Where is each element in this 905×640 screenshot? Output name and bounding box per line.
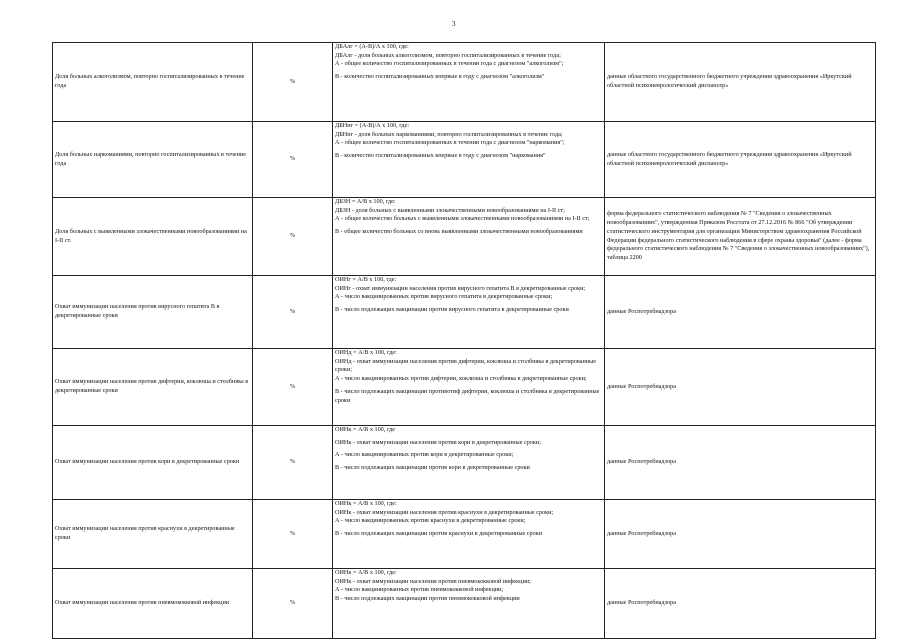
formula-line: ДБАлг = (А-В)/А х 100, где:	[335, 43, 409, 50]
indicator-unit: %	[253, 349, 333, 426]
indicator-unit: %	[253, 198, 333, 276]
formula-line: ДБЗН - доля больных с выявленными злокачественными новообразованиями на I-II ст;	[335, 206, 565, 214]
indicator-formula	[333, 122, 605, 198]
indicator-formula	[333, 569, 605, 639]
formula-line: В - число подлежащих вакцинации против кори в декретированные сроки	[335, 464, 530, 472]
formula-line: ОИНк = А/В х 100, где	[335, 426, 395, 433]
formula-line: ОИНк - охват иммунизации населения против кори в декретированные сроки;	[335, 438, 541, 446]
indicator-formula	[333, 500, 605, 569]
table-row	[53, 569, 876, 639]
indicator-source: данные областного государственного бюджетного учреждения здравоохранения «Иркутский областной психоневрологический диспансер»	[605, 122, 876, 198]
formula-line: А - число вакцинированных против кори в декретированные сроки;	[335, 451, 514, 459]
indicator-source: форма федерального статистического наблюдения № 7 "Сведения о злокачественных новообразованиях", утвержденная Приказом Росстата от 27.12.2016 № 866 "Об утверждении статистического инструментария для организации Министерством здравоохранения Российской Федерации федерального статистического наблюдения в сфере охраны здоровья" (далее - форма федерального статистического наблюдения № 7 "Сведения о злокачественных новообразованиях"), таблица 2200	[605, 198, 876, 276]
table-row	[53, 43, 876, 122]
indicator-name: Охват иммунизации населения против краснухи в декретированные сроки	[53, 500, 253, 569]
formula-line: ОИНг = А/В х 100, где:	[335, 276, 397, 283]
indicator-name: Охват иммунизации населения против пневмококковой инфекции	[53, 569, 253, 639]
table-row	[53, 122, 876, 198]
indicator-unit: %	[253, 500, 333, 569]
indicator-name: Доля больных с выявленными злокачественными новообразованиями на I-II ст.	[53, 198, 253, 276]
indicator-source: данные областного государственного бюджетного учреждения здравоохранения «Иркутский областной психоневрологический диспансер»	[605, 43, 876, 122]
formula-line: ОИНк - охват иммунизации населения против краснухи в декретированные сроки;	[335, 508, 554, 516]
indicator-name: Охват иммунизации населения против вирусного гепатита В в декретированные сроки	[53, 276, 253, 349]
indicator-unit: %	[253, 122, 333, 198]
formula-line: ОИНк = А/В х 100, где:	[335, 569, 397, 576]
formula-line: А - число вакцинированных против дифтерии, коклюша и столбняка в декретированные сроки;	[335, 375, 587, 383]
indicator-source: данные Роспотребнадзора	[605, 569, 876, 639]
formula-line: А - общее количество госпитализированных в течении года с диагнозом "наркомания";	[335, 139, 565, 147]
indicator-unit: %	[253, 43, 333, 122]
formula-line: ДБНнг - доля больных наркоманиями, повторно госпитализированных в течение года;	[335, 130, 563, 138]
indicator-source: данные Роспотребнадзора	[605, 349, 876, 426]
formula-line: А - общее количество госпитализированных в течении года с диагнозом "алкоголизм";	[335, 60, 564, 68]
formula-line: А - число вакцинированных против краснухи в декретированные сроки;	[335, 517, 526, 525]
formula-line: А - число вакцинированных против вирусного гепатита в декретированные сроки;	[335, 293, 553, 301]
formula-line: ДБАлг - доля больных алкоголизмом, повторно госпитализированных в течение года;	[335, 51, 561, 59]
indicator-formula	[333, 426, 605, 500]
formula-line: В - общее количество больных со вновь выявленными злокачественными новообразованиями	[335, 228, 583, 236]
table-row	[53, 426, 876, 500]
indicator-source: данные Роспотребнадзора	[605, 426, 876, 500]
indicator-unit: %	[253, 569, 333, 639]
formula-line: В - число подлежащих вакцинации против краснухи в декретированные сроки	[335, 530, 543, 538]
indicators-table	[52, 42, 876, 639]
indicator-unit: %	[253, 426, 333, 500]
table-row	[53, 500, 876, 569]
indicator-formula	[333, 198, 605, 276]
indicator-source: данные Роспотребнадзора	[605, 276, 876, 349]
formula-line: ОИНд = А/В х 100, где:	[335, 349, 397, 356]
formula-line: В - число подлежащих вакцинации против вирусного гепатита в декретированные сроки	[335, 306, 569, 314]
table-row	[53, 198, 876, 276]
formula-line: ОИНд - охват иммунизации населения против дифтерии, коклюша и столбняка в декретированные сроки;	[335, 357, 596, 374]
formula-line: В - количество госпитализированных впервые в году с диагнозом "алкоголизм"	[335, 73, 545, 81]
formula-line: ДБНнг = (А-В)/А х 100, где:	[335, 122, 410, 129]
formula-line: ДБЗН = А/В х 100, где:	[335, 198, 396, 205]
formula-line: ОИНк - охват иммунизации населения против пневмококковой инфекции;	[335, 577, 531, 585]
formula-line: А - общее количество больных с выявленными злокачественными новообразованиями на I-II ст;	[335, 215, 590, 223]
formula-line: В - число подлежащих вакцинации противотиф дифтерии, коклюша и столбняка в декретированные сроки	[335, 387, 600, 404]
indicator-formula	[333, 43, 605, 122]
formula-line: В - число подлежащих вакцинации против пневмококковой инфекции	[335, 595, 520, 603]
formula-line: ОИНк = А/В х 100, где:	[335, 500, 397, 507]
indicator-name: Охват иммунизации населения против дифтерии, коклюша и столбняка в декретированные сроки	[53, 349, 253, 426]
indicator-name: Доля больных алкоголизмом, повторно госпитализированных в течение года	[53, 43, 253, 122]
formula-line: ОИНг - охват иммунизации населения против вирусного гепатита В в декретированные сроки;	[335, 284, 586, 292]
indicator-name: Доля больных наркоманиями, повторно госпитализированных в течение года	[53, 122, 253, 198]
indicator-formula	[333, 276, 605, 349]
page-number: 3	[452, 20, 456, 28]
indicator-source: данные Роспотребнадзора	[605, 500, 876, 569]
formula-line: А - число вакцинированных против пневмококковой инфекции;	[335, 586, 504, 594]
indicator-unit: %	[253, 276, 333, 349]
indicator-name: Охват иммунизации населения против кори в декретированные сроки	[53, 426, 253, 500]
table-row	[53, 349, 876, 426]
formula-line: В - количество госпитализированных впервые в году с диагнозом "наркомания"	[335, 152, 546, 160]
table-row	[53, 276, 876, 349]
indicator-formula	[333, 349, 605, 426]
